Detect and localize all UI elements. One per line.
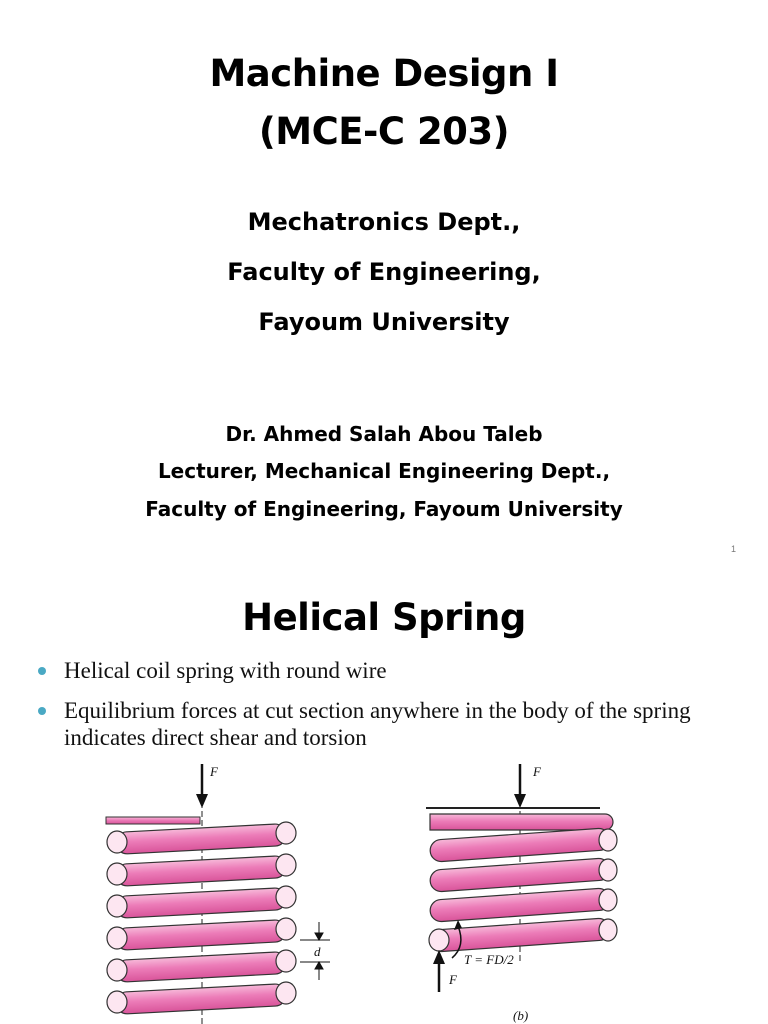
force-arrow-icon <box>514 764 526 808</box>
dept-line-1: Mechatronics Dept., <box>247 208 521 236</box>
bullet-dot-icon <box>38 707 46 715</box>
helical-spring-slide <box>0 572 768 1024</box>
force-label: F <box>449 972 457 987</box>
figure-part-label: (b) <box>513 1008 529 1023</box>
spring-figure <box>0 762 768 1024</box>
bullet-dot-icon <box>38 667 46 675</box>
course-title: Machine Design I <box>209 52 559 95</box>
diameter-label: d <box>314 944 321 959</box>
author-position: Lecturer, Mechanical Engineering Dept., <box>157 459 611 483</box>
left-spring-diagram <box>106 764 330 1024</box>
dept-line-2: Faculty of Engineering, <box>227 258 541 286</box>
force-label: F <box>210 764 218 779</box>
course-code: (MCE-C 203) <box>258 110 510 153</box>
slide-title: Helical Spring <box>242 596 526 639</box>
bullet-text: Helical coil spring with round wire <box>64 658 387 683</box>
author-name: Dr. Ahmed Salah Abou Taleb <box>225 422 543 446</box>
force-arrow-icon <box>433 950 445 992</box>
torque-label: T = FD/2 <box>464 952 514 967</box>
author-affiliation: Faculty of Engineering, Fayoum University <box>145 497 623 521</box>
force-arrow-icon <box>196 764 208 808</box>
force-label: F <box>533 764 541 779</box>
page-number: 1 <box>730 544 736 554</box>
right-spring-diagram <box>426 764 617 1023</box>
dept-line-3: Fayoum University <box>258 308 510 336</box>
bullet-text: Equilibrium forces at cut section anywhere in the body of the spring indicates direct shear and torsion <box>64 698 691 750</box>
